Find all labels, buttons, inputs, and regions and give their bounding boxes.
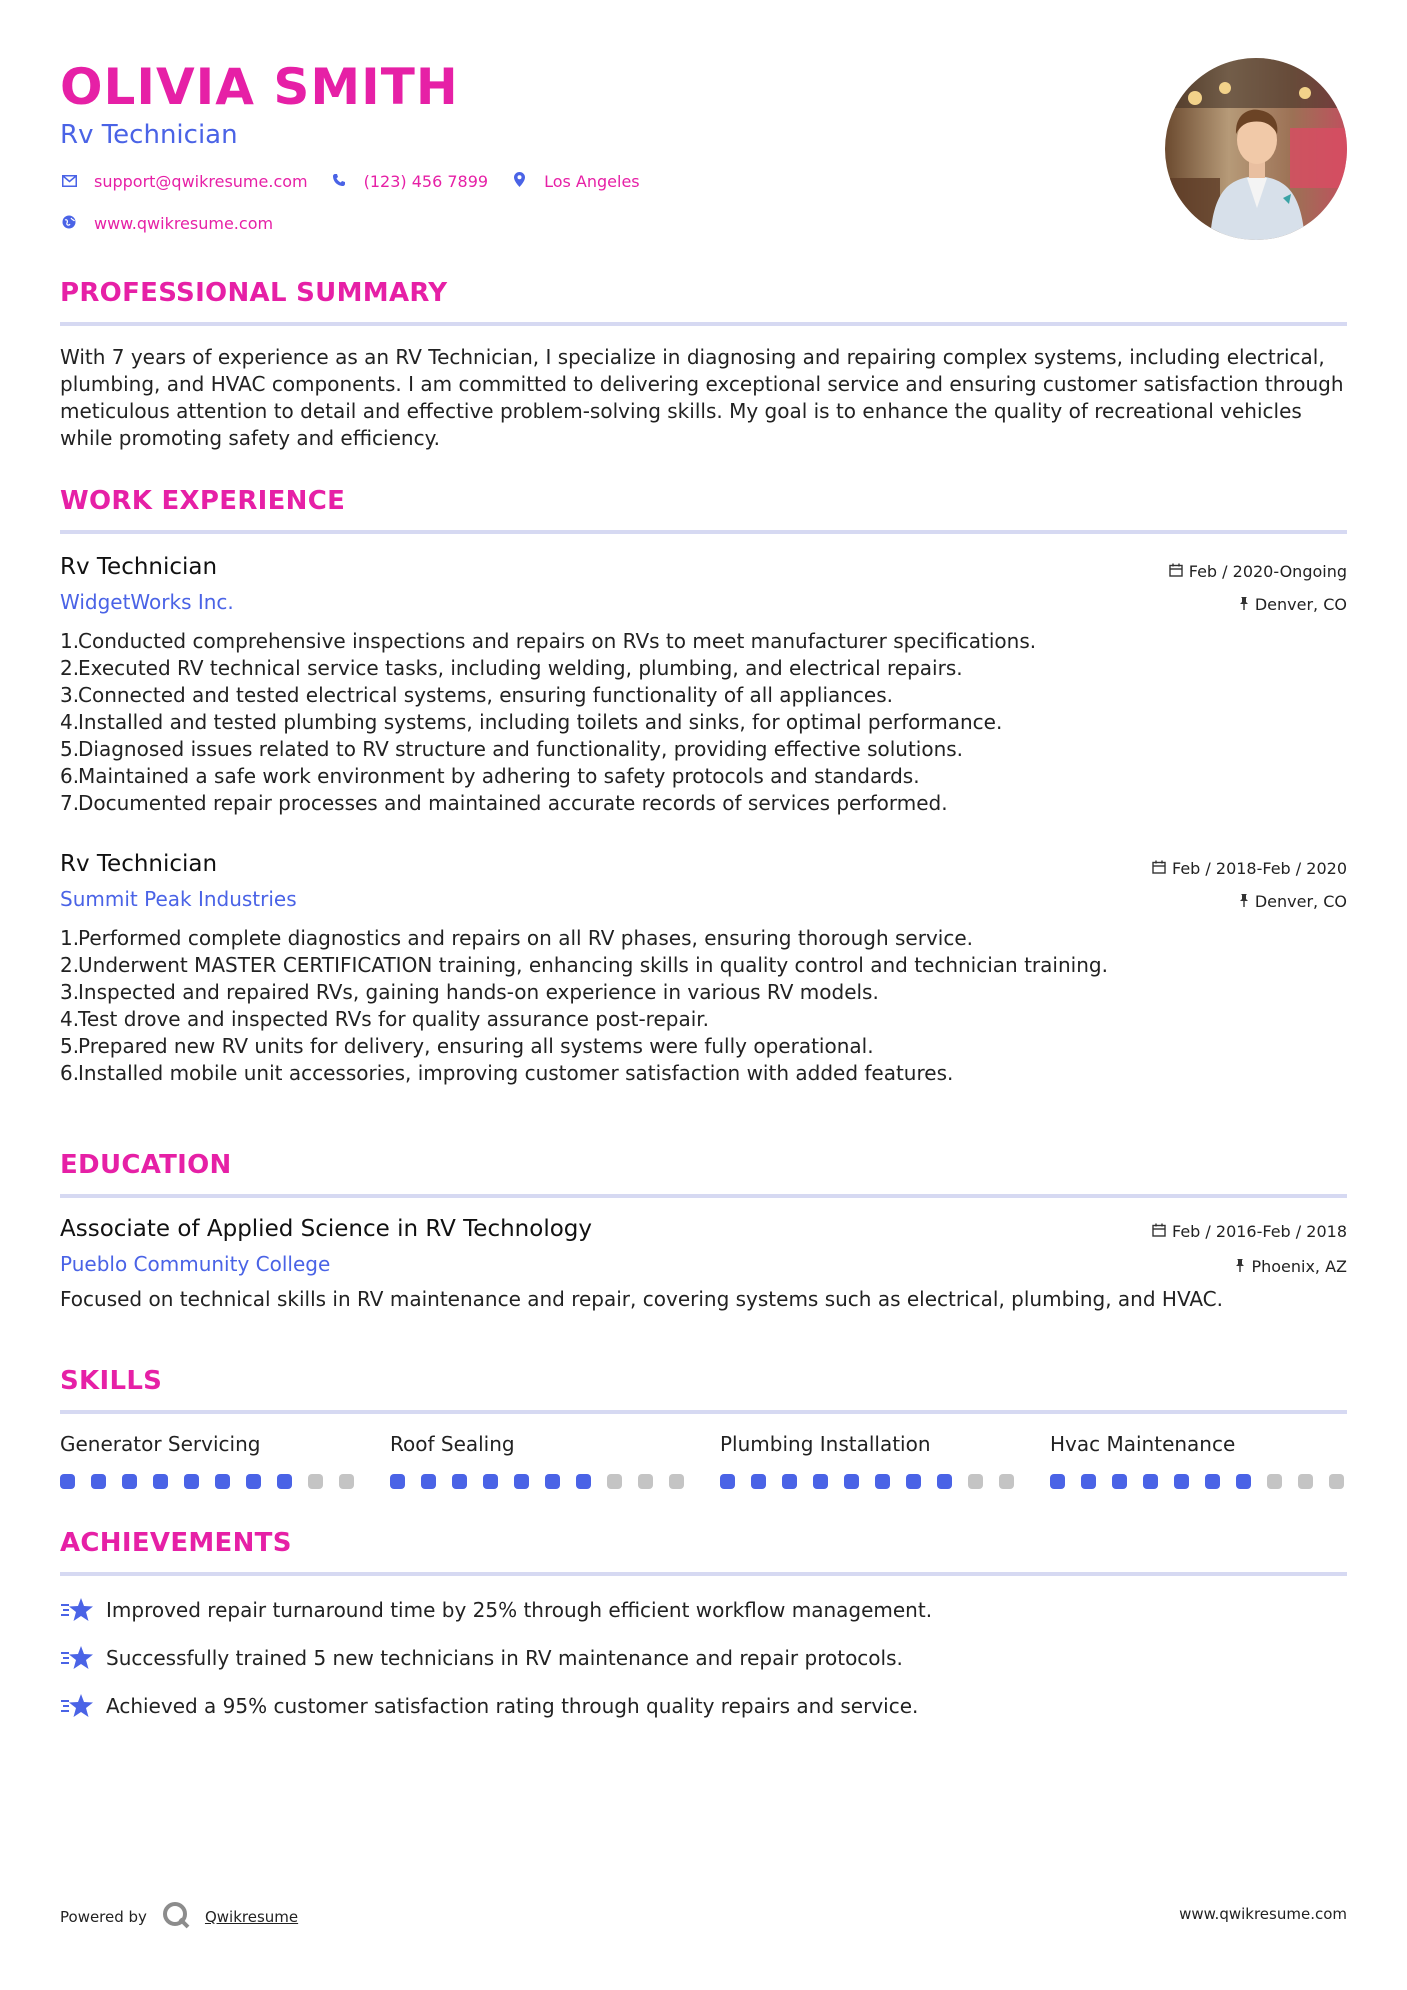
- education-dates: [1152, 1222, 1347, 1241]
- rating-dot-filled: [844, 1474, 859, 1489]
- job-location: [1239, 892, 1347, 911]
- education-dates-text: Feb / 2016-Feb / 2018: [1172, 1222, 1347, 1241]
- footer: [60, 1900, 1347, 1934]
- rating-dot-filled: [1050, 1474, 1065, 1489]
- achievement-item: [60, 1644, 1347, 1672]
- job-location-text: Denver, CO: [1254, 595, 1347, 614]
- rating-dot-filled: [60, 1474, 75, 1489]
- profile-photo: [1165, 58, 1347, 240]
- rating-dot-filled: [452, 1474, 467, 1489]
- skill-rating: [60, 1474, 390, 1489]
- skill-rating: [1050, 1474, 1347, 1489]
- section-divider: [60, 1194, 1347, 1198]
- list-item: 7. Documented repair processes and maintained accurate records of services performed.: [60, 791, 948, 815]
- list-item: 3. Connected and tested electrical systems, ensuring functionality of all appliances.: [60, 683, 894, 707]
- rating-dot-filled: [545, 1474, 560, 1489]
- job-entry: [60, 851, 1347, 1087]
- rating-dot-filled: [875, 1474, 890, 1489]
- rating-dot-filled: [1143, 1474, 1158, 1489]
- rating-dot-filled: [782, 1474, 797, 1489]
- powered-by-label: Powered by: [60, 1908, 147, 1926]
- job-entry: [60, 554, 1347, 817]
- skills-row: [60, 1432, 1347, 1489]
- rating-dot-filled: [483, 1474, 498, 1489]
- rating-dot-filled: [751, 1474, 766, 1489]
- rating-dot-filled: [390, 1474, 405, 1489]
- rating-dot-empty: [1267, 1474, 1282, 1489]
- education-location-text: Phoenix, AZ: [1251, 1257, 1347, 1276]
- rating-dot-filled: [1205, 1474, 1220, 1489]
- rating-dot-empty: [607, 1474, 622, 1489]
- rating-dot-filled: [576, 1474, 591, 1489]
- rating-dot-empty: [638, 1474, 653, 1489]
- summary-text: With 7 years of experience as an RV Technician, I specialize in diagnosing and repairing complex systems, including electrical, plumbing, and HVAC components. I am committed to delivering exceptional service and ensuring customer satisfaction through meticulous attention to detail and effective problem-solving skills. My goal is to enhance the quality of recreational vehicles while promoting safety and efficiency.: [60, 345, 1344, 450]
- experience-section: [60, 486, 1347, 1087]
- rating-dot-empty: [339, 1474, 354, 1489]
- job-location: [1239, 595, 1347, 614]
- rating-dot-filled: [1174, 1474, 1189, 1489]
- achievement-item: [60, 1596, 1347, 1624]
- achievements-heading: ACHIEVEMENTS: [60, 1528, 292, 1558]
- pushpin-icon: [1235, 1258, 1245, 1276]
- skills-heading: SKILLS: [60, 1366, 163, 1396]
- job-dates-text: Feb / 2018-Feb / 2020: [1172, 859, 1347, 878]
- education-heading: EDUCATION: [60, 1150, 232, 1180]
- rating-dot-filled: [1112, 1474, 1127, 1489]
- email-item[interactable]: [60, 172, 308, 191]
- skill-item: [720, 1432, 1050, 1489]
- rating-dot-empty: [1329, 1474, 1344, 1489]
- website-item[interactable]: [60, 214, 273, 233]
- rating-dot-filled: [514, 1474, 529, 1489]
- list-item: 5. Diagnosed issues related to RV structure and functionality, providing effective solutions.: [60, 737, 964, 761]
- star-icon: [60, 1692, 94, 1720]
- pushpin-icon: [1239, 596, 1249, 614]
- section-divider: [60, 1410, 1347, 1414]
- education-section: [60, 1150, 1347, 1313]
- rating-dot-filled: [1236, 1474, 1251, 1489]
- skill-rating: [720, 1474, 1050, 1489]
- job-responsibilities: [60, 628, 1347, 817]
- candidate-title: Rv Technician: [60, 120, 238, 150]
- skill-name: Plumbing Installation: [720, 1432, 931, 1456]
- resume-header: [60, 0, 1347, 265]
- job-title: Rv Technician: [60, 554, 218, 580]
- rating-dot-empty: [968, 1474, 983, 1489]
- phone-item[interactable]: [330, 172, 488, 191]
- list-item: 1. Performed complete diagnostics and repairs on all RV phases, ensuring thorough service.: [60, 926, 974, 950]
- achievement-text: Improved repair turnaround time by 25% through efficient workflow management.: [106, 1598, 933, 1622]
- skill-name: Roof Sealing: [390, 1432, 515, 1456]
- envelope-icon: [60, 173, 78, 191]
- achievement-text: Successfully trained 5 new technicians in RV maintenance and repair protocols.: [106, 1646, 903, 1670]
- summary-heading: PROFESSIONAL SUMMARY: [60, 278, 448, 308]
- rating-dot-filled: [937, 1474, 952, 1489]
- skill-item: [60, 1432, 390, 1489]
- skill-name: Generator Servicing: [60, 1432, 261, 1456]
- list-item: 3. Inspected and repaired RVs, gaining hands-on experience in various RV models.: [60, 980, 879, 1004]
- achievement-text: Achieved a 95% customer satisfaction rating through quality repairs and service.: [106, 1694, 919, 1718]
- email-text: support@qwikresume.com: [94, 172, 308, 191]
- list-item: 2. Executed RV technical service tasks, including welding, plumbing, and electrical repairs.: [60, 656, 963, 680]
- section-divider: [60, 530, 1347, 534]
- skills-section: [60, 1366, 1347, 1489]
- rating-dot-filled: [215, 1474, 230, 1489]
- experience-heading: WORK EXPERIENCE: [60, 486, 346, 516]
- rating-dot-filled: [184, 1474, 199, 1489]
- rating-dot-empty: [669, 1474, 684, 1489]
- brand-link[interactable]: Qwikresume: [204, 1908, 299, 1926]
- qwikresume-logo-icon: [161, 1900, 191, 1934]
- education-location: [1235, 1257, 1347, 1276]
- section-divider: [60, 322, 1347, 326]
- star-icon: [60, 1596, 94, 1624]
- list-item: 6. Installed mobile unit accessories, improving customer satisfaction with added features.: [60, 1061, 954, 1085]
- list-item: 2. Underwent MASTER CERTIFICATION training, enhancing skills in quality control and technician training.: [60, 953, 1108, 977]
- rating-dot-filled: [277, 1474, 292, 1489]
- map-pin-icon: [510, 172, 528, 191]
- achievements-list: [60, 1596, 1347, 1720]
- skill-rating: [390, 1474, 720, 1489]
- rating-dot-empty: [308, 1474, 323, 1489]
- job-location-text: Denver, CO: [1254, 892, 1347, 911]
- skill-item: [390, 1432, 720, 1489]
- calendar-icon: [1152, 860, 1166, 878]
- list-item: 4. Installed and tested plumbing systems, including toilets and sinks, for optimal performance.: [60, 710, 1003, 734]
- section-divider: [60, 1572, 1347, 1576]
- job-company: WidgetWorks Inc.: [60, 590, 234, 614]
- rating-dot-filled: [906, 1474, 921, 1489]
- phone-text: (123) 456 7899: [363, 172, 489, 191]
- star-icon: [60, 1644, 94, 1672]
- candidate-name: OLIVIA SMITH: [60, 58, 459, 116]
- rating-dot-filled: [421, 1474, 436, 1489]
- rating-dot-filled: [122, 1474, 137, 1489]
- rating-dot-filled: [246, 1474, 261, 1489]
- list-item: 5. Prepared new RV units for delivery, ensuring all systems were fully operational.: [60, 1034, 874, 1058]
- powered-by: [60, 1900, 1347, 1934]
- calendar-icon: [1152, 1223, 1166, 1241]
- degree-title: Associate of Applied Science in RV Technology: [60, 1216, 592, 1242]
- rating-dot-filled: [153, 1474, 168, 1489]
- calendar-icon: [1169, 563, 1183, 581]
- school-name: Pueblo Community College: [60, 1252, 331, 1276]
- rating-dot-filled: [91, 1474, 106, 1489]
- footer-website[interactable]: www.qwikresume.com: [1179, 1905, 1347, 1923]
- list-item: 1. Conducted comprehensive inspections and repairs on RVs to meet manufacturer specifications.: [60, 629, 1037, 653]
- globe-icon: [60, 215, 78, 233]
- list-item: 4. Test drove and inspected RVs for quality assurance post-repair.: [60, 1007, 710, 1031]
- rating-dot-filled: [720, 1474, 735, 1489]
- education-entry: [60, 1216, 1347, 1313]
- education-description: Focused on technical skills in RV maintenance and repair, covering systems such as electrical, plumbing, and HVAC.: [60, 1287, 1223, 1311]
- website-row: [60, 214, 295, 233]
- rating-dot-empty: [999, 1474, 1014, 1489]
- location-item: [510, 172, 640, 191]
- rating-dot-empty: [1298, 1474, 1313, 1489]
- job-dates-text: Feb / 2020-Ongoing: [1188, 562, 1347, 581]
- job-dates: [1169, 562, 1347, 581]
- summary-section: [60, 278, 1347, 452]
- achievements-section: [60, 1528, 1347, 1720]
- list-item: 6. Maintained a safe work environment by adhering to safety protocols and standards.: [60, 764, 920, 788]
- achievement-item: [60, 1692, 1347, 1720]
- phone-icon: [330, 173, 348, 191]
- job-title: Rv Technician: [60, 851, 218, 877]
- website-text: www.qwikresume.com: [94, 214, 274, 233]
- job-dates: [1152, 859, 1347, 878]
- job-responsibilities: [60, 925, 1347, 1087]
- skill-item: [1050, 1432, 1347, 1489]
- rating-dot-filled: [813, 1474, 828, 1489]
- location-text: Los Angeles: [544, 172, 640, 191]
- rating-dot-filled: [1081, 1474, 1096, 1489]
- skill-name: Hvac Maintenance: [1050, 1432, 1236, 1456]
- contact-row: [60, 172, 662, 191]
- pushpin-icon: [1239, 893, 1249, 911]
- job-company: Summit Peak Industries: [60, 887, 297, 911]
